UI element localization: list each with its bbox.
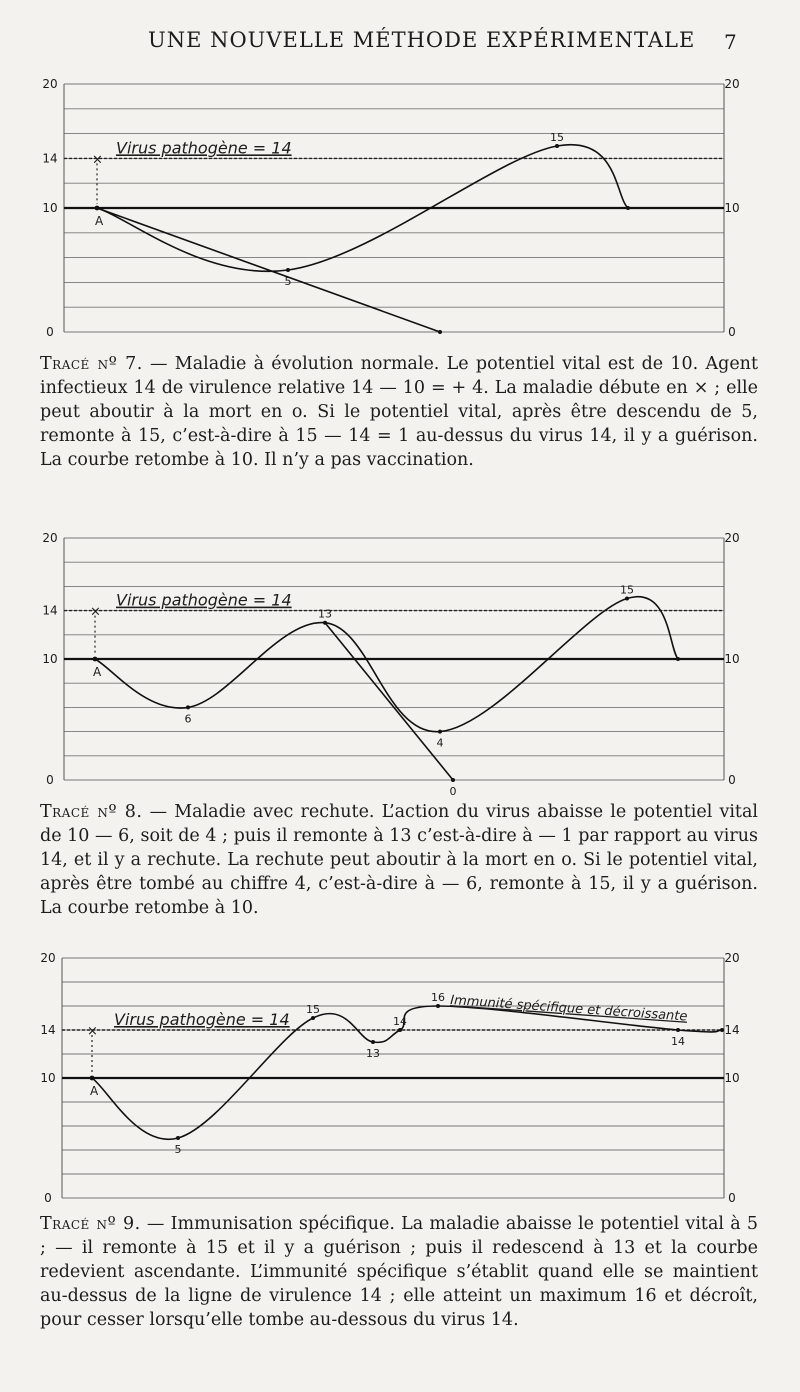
trace-8-chart: [0, 522, 800, 802]
point-label: 13: [366, 1047, 380, 1060]
y-tick-right: 10: [724, 201, 740, 215]
data-point: [676, 657, 680, 661]
data-point: [286, 268, 290, 272]
point-label: 15: [550, 131, 564, 144]
data-point: [186, 705, 190, 709]
caption-text: — Maladie avec rechute. L’action du virus abaisse le potentiel vital de 10 — 6, soit de 4 ; puis il remonte à 13 c’est-à-dire à — 1 par rapport au virus 14, et il y a rechute. La rechute peut aboutir à la mort en o. Si le potentiel vital, après être tombé au chiffre 4, c’est-à-dire à — 6, remonte à 15, il y a guérison. La courbe retombe à 10.: [40, 802, 758, 918]
series-curve: [97, 208, 440, 332]
running-title: UNE NOUVELLE MÉTHODE EXPÉRIMENTALE: [148, 28, 696, 52]
data-point: [626, 206, 630, 210]
data-point: [625, 597, 629, 601]
point-label: 6: [184, 712, 192, 726]
data-point: [555, 144, 559, 148]
trace-9-chart: [0, 942, 800, 1222]
y-tick-left: 10: [40, 1071, 56, 1085]
y-tick-right: 10: [724, 652, 740, 666]
series-curve: [95, 597, 678, 732]
data-point: [438, 330, 442, 334]
y-tick-right: 10: [724, 1071, 740, 1085]
caption-text: — Immunisation spécifique. La maladie abaisse le potentiel vital à 5 ; — il remonte à 15 et il y a guérison ; puis il redescend à 13 et la courbe redevient ascendante. L’immunité spécifique s’établit quand elle se maintient au-dessus de la ligne de virulence 14 ; elle atteint un maximum 16 et décroît, pour cesser lorsqu’elle tombe au-dessous du virus 14.: [40, 1214, 758, 1330]
y-tick-right: 20: [724, 77, 740, 91]
immunity-annotation: Immunité spécifique et décroissante: [449, 993, 688, 1025]
virus-label: Virus pathogène = 14: [116, 590, 292, 610]
series-curve: [325, 623, 453, 780]
point-label: 14: [393, 1015, 407, 1028]
point-label: 4: [436, 736, 444, 750]
y-tick-right: 0: [728, 1191, 736, 1205]
point-label: 5: [284, 275, 292, 288]
onset-cross: ×: [90, 604, 101, 620]
y-tick-right: 0: [728, 773, 736, 787]
data-point: [676, 1028, 680, 1032]
data-point: [438, 730, 442, 734]
virus-label: Virus pathogène = 14: [116, 138, 292, 158]
data-point: [451, 778, 455, 782]
point-label: 15: [306, 1003, 320, 1016]
start-label: A: [93, 665, 102, 679]
virus-label: Virus pathogène = 14: [114, 1010, 290, 1029]
y-tick-left: 20: [40, 951, 56, 965]
start-label: A: [90, 1084, 99, 1098]
y-tick-right: 0: [728, 325, 736, 339]
y-tick-right: 14: [724, 1023, 740, 1037]
y-tick-left: 14: [42, 603, 58, 618]
caption-tag: Tracé nº 9.: [40, 1214, 141, 1234]
data-point: [311, 1016, 315, 1020]
caption-tag: Tracé nº 8.: [40, 802, 143, 822]
start-label: A: [95, 214, 104, 228]
y-tick-left: 10: [42, 201, 58, 215]
caption-tag: Tracé nº 7.: [40, 354, 143, 374]
trace-7-chart: [0, 70, 800, 350]
trace-9-caption: [40, 1212, 758, 1332]
trace-8-caption: [40, 800, 758, 920]
point-label: 5: [174, 1143, 182, 1156]
data-point: [371, 1040, 375, 1044]
data-point: [398, 1028, 402, 1032]
onset-cross: ×: [92, 152, 103, 168]
y-tick-left: 20: [42, 531, 58, 545]
y-tick-left: 0: [44, 1191, 52, 1205]
data-point: [176, 1136, 180, 1140]
point-label: 13: [318, 607, 332, 621]
point-label: 0: [449, 785, 457, 798]
y-tick-left: 10: [42, 652, 58, 666]
y-tick-left: 14: [42, 151, 58, 166]
data-point: [720, 1028, 724, 1032]
y-tick-left: 0: [46, 325, 54, 339]
y-tick-left: 20: [42, 77, 58, 91]
trace-7-caption: [40, 352, 758, 472]
point-label: 15: [620, 583, 634, 597]
data-point: [436, 1004, 440, 1008]
y-tick-left: 0: [46, 773, 54, 787]
onset-cross: ×: [87, 1024, 98, 1039]
y-tick-right: 20: [724, 951, 740, 965]
page-number: 7: [724, 30, 737, 54]
y-tick-left: 14: [40, 1023, 56, 1037]
y-tick-right: 20: [724, 531, 740, 545]
page-header: [0, 28, 800, 58]
caption-text: — Maladie à évolution normale. Le potentiel vital est de 10. Agent infectieux 14 de virulence relative 14 — 10 = + 4. La maladie débute en × ; elle peut aboutir à la mort en o. Si le potentiel vital, après être descendu de 5, remonte à 15, c’est-à-dire à 15 — 14 = 1 au-dessus du virus 14, il y a guérison. La courbe retombe à 10. Il n’y a pas vaccination.: [40, 354, 758, 470]
point-label: 14: [671, 1035, 685, 1048]
point-label: 16: [431, 991, 445, 1004]
